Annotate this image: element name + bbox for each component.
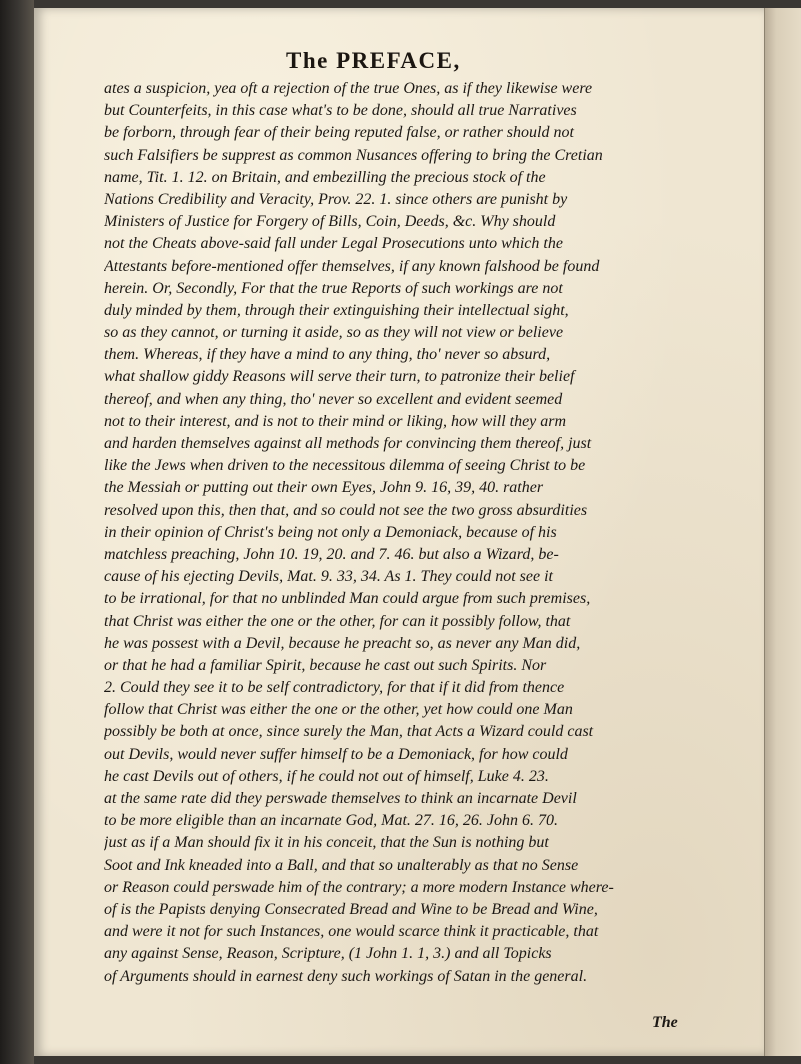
- text-line: Soot and Ink kneaded into a Ball, and that so unalterably as that no Sense: [104, 856, 579, 874]
- text-line: not to their interest, and is not to their mind or liking, how will they arm: [104, 412, 567, 430]
- text-line: 2. Could they see it to be self contradictory, for that if it did from thence: [104, 679, 565, 697]
- text-line: and were it not for such Instances, one would scarce think it practicable, that: [104, 923, 599, 941]
- text-line: cause of his ejecting Devils, Mat. 9. 33, 34. As 1. They could not see it: [104, 568, 553, 586]
- facing-page-edge: [764, 8, 801, 1056]
- text-line: follow that Christ was either the one or the other, yet how could one Man: [104, 701, 573, 719]
- text-line: name, Tit. 1. 12. on Britain, and embezilling the precious stock of the: [104, 168, 546, 186]
- text-line: them. Whereas, if they have a mind to any thing, tho' never so absurd,: [104, 346, 551, 364]
- text-line: herein. Or, Secondly, For that the true Reports of such workings are not: [104, 279, 563, 297]
- text-line: he was possest with a Devil, because he preacht so, as never any Man did,: [104, 634, 581, 652]
- text-line: Ministers of Justice for Forgery of Bills, Coin, Deeds, &c. Why should: [104, 213, 556, 231]
- text-line: or Reason could perswade him of the contrary; a more modern Instance where-: [104, 878, 614, 896]
- page-header: The PREFACE,: [286, 48, 461, 73]
- catchword: The: [652, 1014, 678, 1031]
- text-line: but Counterfeits, in this case what's to be done, should all true Narratives: [104, 102, 577, 120]
- text-line: matchless preaching, John 10. 19, 20. and 7. 46. but also a Wizard, be-: [104, 545, 559, 563]
- text-line: the Messiah or putting out their own Eyes, John 9. 16, 39, 40. rather: [104, 479, 544, 497]
- text-line: like the Jews when driven to the necessitous dilemma of seeing Christ to be: [104, 457, 586, 475]
- text-line: what shallow giddy Reasons will serve their turn, to patronize their belief: [104, 368, 575, 386]
- text-line: in their opinion of Christ's being not only a Demoniack, because of his: [104, 523, 557, 541]
- text-line: he cast Devils out of others, if he could not out of himself, Luke 4. 23.: [104, 767, 549, 785]
- text-line: of Arguments should in earnest deny such workings of Satan in the general.: [104, 967, 588, 985]
- text-line: just as if a Man should fix it in his conceit, that the Sun is nothing but: [104, 834, 549, 852]
- text-line: out Devils, would never suffer himself to be a Demoniack, for how could: [104, 745, 568, 763]
- book-gutter: [0, 0, 34, 1064]
- text-line: that Christ was either the one or the other, for can it possibly follow, that: [104, 612, 571, 630]
- text-line: Nations Credibility and Veracity, Prov. 22. 1. since others are punisht by: [104, 190, 568, 208]
- text-line: not the Cheats above-said fall under Legal Prosecutions unto which the: [104, 235, 563, 253]
- text-line: duly minded by them, through their extinguishing their intellectual sight,: [104, 301, 569, 319]
- text-line: so as they cannot, or turning it aside, so as they will not view or believe: [104, 324, 564, 342]
- text-line: to be irrational, for that no unblinded Man could argue from such premises,: [104, 590, 591, 608]
- text-line: Attestants before-mentioned offer themselves, if any known falshood be found: [104, 257, 600, 275]
- text-line: ates a suspicion, yea oft a rejection of the true Ones, as if they likewise were: [104, 80, 593, 97]
- text-line: and harden themselves against all methods for convincing them thereof, just: [104, 435, 592, 452]
- text-line: to be more eligible than an incarnate God, Mat. 27. 16, 26. John 6. 70.: [104, 812, 559, 830]
- text-line: be forborn, through fear of their being reputed false, or rather should not: [104, 124, 574, 142]
- text-line: at the same rate did they perswade themselves to think an incarnate Devil: [104, 790, 577, 807]
- text-line: possibly be both at once, since surely the Man, that Acts a Wizard could cast: [104, 723, 594, 741]
- preface-text: [104, 78, 686, 988]
- text-line: such Falsifiers be supprest as common Nusances offering to bring the Cretian: [104, 146, 603, 164]
- text-line: thereof, and when any thing, tho' never so excellent and evident seemed: [104, 390, 563, 408]
- text-line: or that he had a familiar Spirit, because he cast out such Spirits. Nor: [104, 656, 547, 674]
- text-line: of is the Papists denying Consecrated Bread and Wine to be Bread and Wine,: [104, 900, 598, 918]
- text-line: any against Sense, Reason, Scripture, (1 John 1. 1, 3.) and all Topicks: [104, 945, 552, 963]
- text-line: resolved upon this, then that, and so could not see the two gross absurdities: [104, 501, 588, 519]
